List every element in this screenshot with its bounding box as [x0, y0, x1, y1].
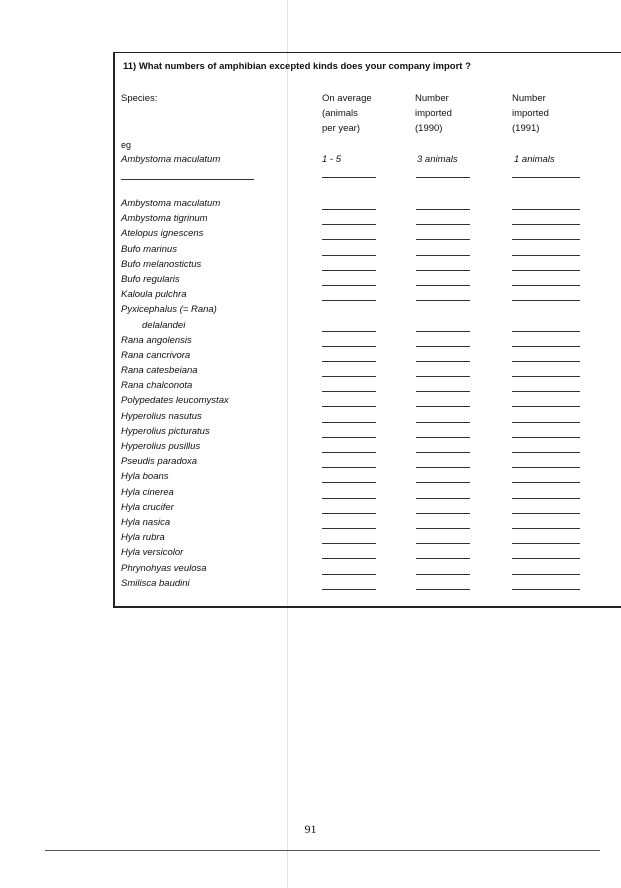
import-1991-entry-line[interactable]: [512, 239, 580, 240]
species-row: [115, 365, 621, 380]
import-1990-entry-line[interactable]: [416, 452, 470, 453]
species-row: [115, 228, 621, 243]
species-name: Hyla versicolor: [121, 547, 184, 559]
species-name: Hyla boans: [121, 471, 169, 483]
species-row: [115, 350, 621, 365]
example-average: 1 - 5: [322, 154, 342, 165]
species-row: [115, 471, 621, 486]
average-entry-line[interactable]: [322, 391, 376, 392]
average-entry-line[interactable]: [322, 574, 376, 575]
import-1990-header-line: imported: [415, 108, 452, 119]
import-1990-entry-line[interactable]: [416, 543, 470, 544]
example-row: [115, 154, 621, 168]
average-header: [322, 91, 372, 136]
species-row: [115, 380, 621, 395]
species-row: [115, 259, 621, 274]
import-1991-entry-line[interactable]: [512, 437, 580, 438]
import-1991-entry-line[interactable]: [512, 452, 580, 453]
import-1991-entry-line[interactable]: [512, 406, 580, 407]
species-name: delalandei: [142, 319, 186, 331]
species-name: Phrynohyas veulosa: [121, 562, 207, 574]
average-entry-line[interactable]: [322, 513, 376, 514]
species-name: Bufo marinus: [121, 243, 177, 255]
average-entry-line[interactable]: [322, 209, 376, 210]
species-name: Atelopus ignescens: [121, 228, 204, 240]
average-entry-line[interactable]: [322, 467, 376, 468]
example-label: eg: [121, 140, 132, 150]
example-line-average: [322, 177, 376, 178]
average-entry-line[interactable]: [322, 300, 376, 301]
species-name: Bufo regularis: [121, 273, 180, 285]
average-entry-line[interactable]: [322, 558, 376, 559]
average-header-line: (animals: [322, 108, 358, 119]
import-1990-entry-line[interactable]: [416, 391, 470, 392]
import-1991-entry-line[interactable]: [512, 391, 580, 392]
question-title: 11) What numbers of amphibian excepted kinds does your company import ?: [123, 61, 471, 72]
average-entry-line[interactable]: [322, 422, 376, 423]
import-1990-entry-line[interactable]: [416, 331, 470, 332]
species-name: Kaloula pulchra: [121, 289, 187, 301]
average-entry-line[interactable]: [322, 543, 376, 544]
import-1990-entry-line[interactable]: [416, 437, 470, 438]
import-1991-entry-line[interactable]: [512, 270, 580, 271]
species-row: [115, 304, 621, 319]
import-1990-entry-line[interactable]: [416, 528, 470, 529]
species-name: Hyperolius nasutus: [121, 410, 202, 422]
species-row: [115, 335, 621, 350]
average-entry-line[interactable]: [322, 589, 376, 590]
import-1990-entry-line[interactable]: [416, 482, 470, 483]
species-list: [115, 198, 621, 593]
import-1990-entry-line[interactable]: [416, 361, 470, 362]
average-entry-line[interactable]: [322, 331, 376, 332]
species-row: [115, 289, 621, 304]
average-header-line: per year): [322, 123, 361, 134]
import-1991-header-line: Number: [512, 93, 546, 104]
average-entry-line[interactable]: [322, 498, 376, 499]
species-name: Hyla crucifer: [121, 501, 174, 513]
species-row: [115, 502, 621, 517]
import-1991-entry-line[interactable]: [512, 209, 580, 210]
import-1991-entry-line[interactable]: [512, 361, 580, 362]
example-1990: 3 animals: [417, 154, 458, 165]
species-row: [115, 456, 621, 471]
example-species: Ambystoma maculatum: [121, 154, 221, 165]
species-name: Ambystoma tigrinum: [121, 213, 208, 225]
species-row: [115, 517, 621, 532]
average-entry-line[interactable]: [322, 285, 376, 286]
import-1990-entry-line[interactable]: [416, 558, 470, 559]
import-1990-entry-line[interactable]: [416, 209, 470, 210]
import-1991-header-line: imported: [512, 108, 549, 119]
import-1991-entry-line[interactable]: [512, 498, 580, 499]
average-entry-line[interactable]: [322, 528, 376, 529]
average-entry-line[interactable]: [322, 239, 376, 240]
import-1991-entry-line[interactable]: [512, 558, 580, 559]
import-1991-header: [512, 91, 549, 136]
import-1991-entry-line[interactable]: [512, 422, 580, 423]
average-entry-line[interactable]: [322, 361, 376, 362]
import-1990-entry-line[interactable]: [416, 300, 470, 301]
species-row: [115, 441, 621, 456]
import-1991-entry-line[interactable]: [512, 300, 580, 301]
import-1990-entry-line[interactable]: [416, 422, 470, 423]
species-name: Hyla nasica: [121, 516, 171, 528]
species-row: [115, 320, 621, 335]
species-row: [115, 578, 621, 593]
species-name: Hyperolius picturatus: [121, 425, 210, 437]
average-entry-line[interactable]: [322, 255, 376, 256]
import-1991-entry-line[interactable]: [512, 528, 580, 529]
import-1991-entry-line[interactable]: [512, 255, 580, 256]
example-line-1990: [416, 177, 470, 178]
species-row: [115, 213, 621, 228]
import-1990-entry-line[interactable]: [416, 498, 470, 499]
footer-rule: [45, 850, 600, 851]
species-name: Rana catesbeiana: [121, 365, 198, 377]
species-row: [115, 274, 621, 289]
import-1991-entry-line[interactable]: [512, 285, 580, 286]
species-name: Pyxicephalus (= Rana): [121, 304, 217, 316]
species-row: [115, 198, 621, 213]
import-1990-entry-line[interactable]: [416, 239, 470, 240]
species-header: [121, 91, 157, 106]
import-1990-entry-line[interactable]: [416, 346, 470, 347]
import-1990-entry-line[interactable]: [416, 589, 470, 590]
import-1990-entry-line[interactable]: [416, 270, 470, 271]
species-name: Hyla rubra: [121, 532, 165, 544]
average-header-line: On average: [322, 93, 372, 104]
species-name: Polypedates leucomystax: [121, 395, 229, 407]
species-name: Bufo melanostictus: [121, 258, 202, 270]
page-number: 91: [304, 822, 317, 836]
species-row: [115, 411, 621, 426]
average-entry-line[interactable]: [322, 452, 376, 453]
species-row: [115, 532, 621, 547]
species-name: Hyperolius pusillus: [121, 441, 201, 452]
import-1990-header-line: (1990): [415, 123, 443, 134]
species-row: [115, 487, 621, 502]
import-1990-entry-line[interactable]: [416, 406, 470, 407]
species-row: [115, 244, 621, 259]
import-1991-entry-line[interactable]: [512, 376, 580, 377]
import-1990-entry-line[interactable]: [416, 376, 470, 377]
average-entry-line[interactable]: [322, 437, 376, 438]
import-1991-header-line: (1991): [512, 123, 540, 134]
species-name: Hyla cinerea: [121, 486, 174, 498]
average-entry-line[interactable]: [322, 224, 376, 225]
species-row: [115, 547, 621, 562]
example-line-1991: [512, 177, 580, 178]
import-1991-entry-line[interactable]: [512, 331, 580, 332]
import-1990-header-line: Number: [415, 93, 449, 104]
average-entry-line[interactable]: [322, 376, 376, 377]
question-box: [113, 52, 621, 608]
species-name: Rana cancrivora: [121, 349, 191, 361]
import-1990-entry-line[interactable]: [416, 224, 470, 225]
species-name: Smilisca baudini: [121, 577, 190, 589]
import-1991-entry-line[interactable]: [512, 224, 580, 225]
example-1991: 1 animals: [514, 154, 555, 165]
example-separator: [121, 179, 254, 180]
import-1991-entry-line[interactable]: [512, 543, 580, 544]
species-name: Pseudis paradoxa: [121, 456, 198, 468]
species-name: Rana chalconota: [121, 380, 193, 392]
import-1991-entry-line[interactable]: [512, 589, 580, 590]
import-1991-entry-line[interactable]: [512, 346, 580, 347]
import-1991-entry-line[interactable]: [512, 513, 580, 514]
species-row: [115, 426, 621, 441]
import-1990-header: [415, 91, 452, 136]
import-1991-entry-line[interactable]: [512, 482, 580, 483]
import-1990-entry-line[interactable]: [416, 285, 470, 286]
average-entry-line[interactable]: [322, 406, 376, 407]
import-1990-entry-line[interactable]: [416, 467, 470, 468]
species-header-label: Species:: [121, 93, 158, 104]
average-entry-line[interactable]: [322, 482, 376, 483]
import-1990-entry-line[interactable]: [416, 255, 470, 256]
import-1991-entry-line[interactable]: [512, 467, 580, 468]
species-name: Rana angolensis: [121, 334, 192, 346]
import-1990-entry-line[interactable]: [416, 513, 470, 514]
average-entry-line[interactable]: [322, 346, 376, 347]
species-row: [115, 395, 621, 410]
import-1991-entry-line[interactable]: [512, 574, 580, 575]
average-entry-line[interactable]: [322, 270, 376, 271]
species-name: Ambystoma maculatum: [121, 198, 221, 209]
import-1990-entry-line[interactable]: [416, 574, 470, 575]
species-row: [115, 563, 621, 578]
